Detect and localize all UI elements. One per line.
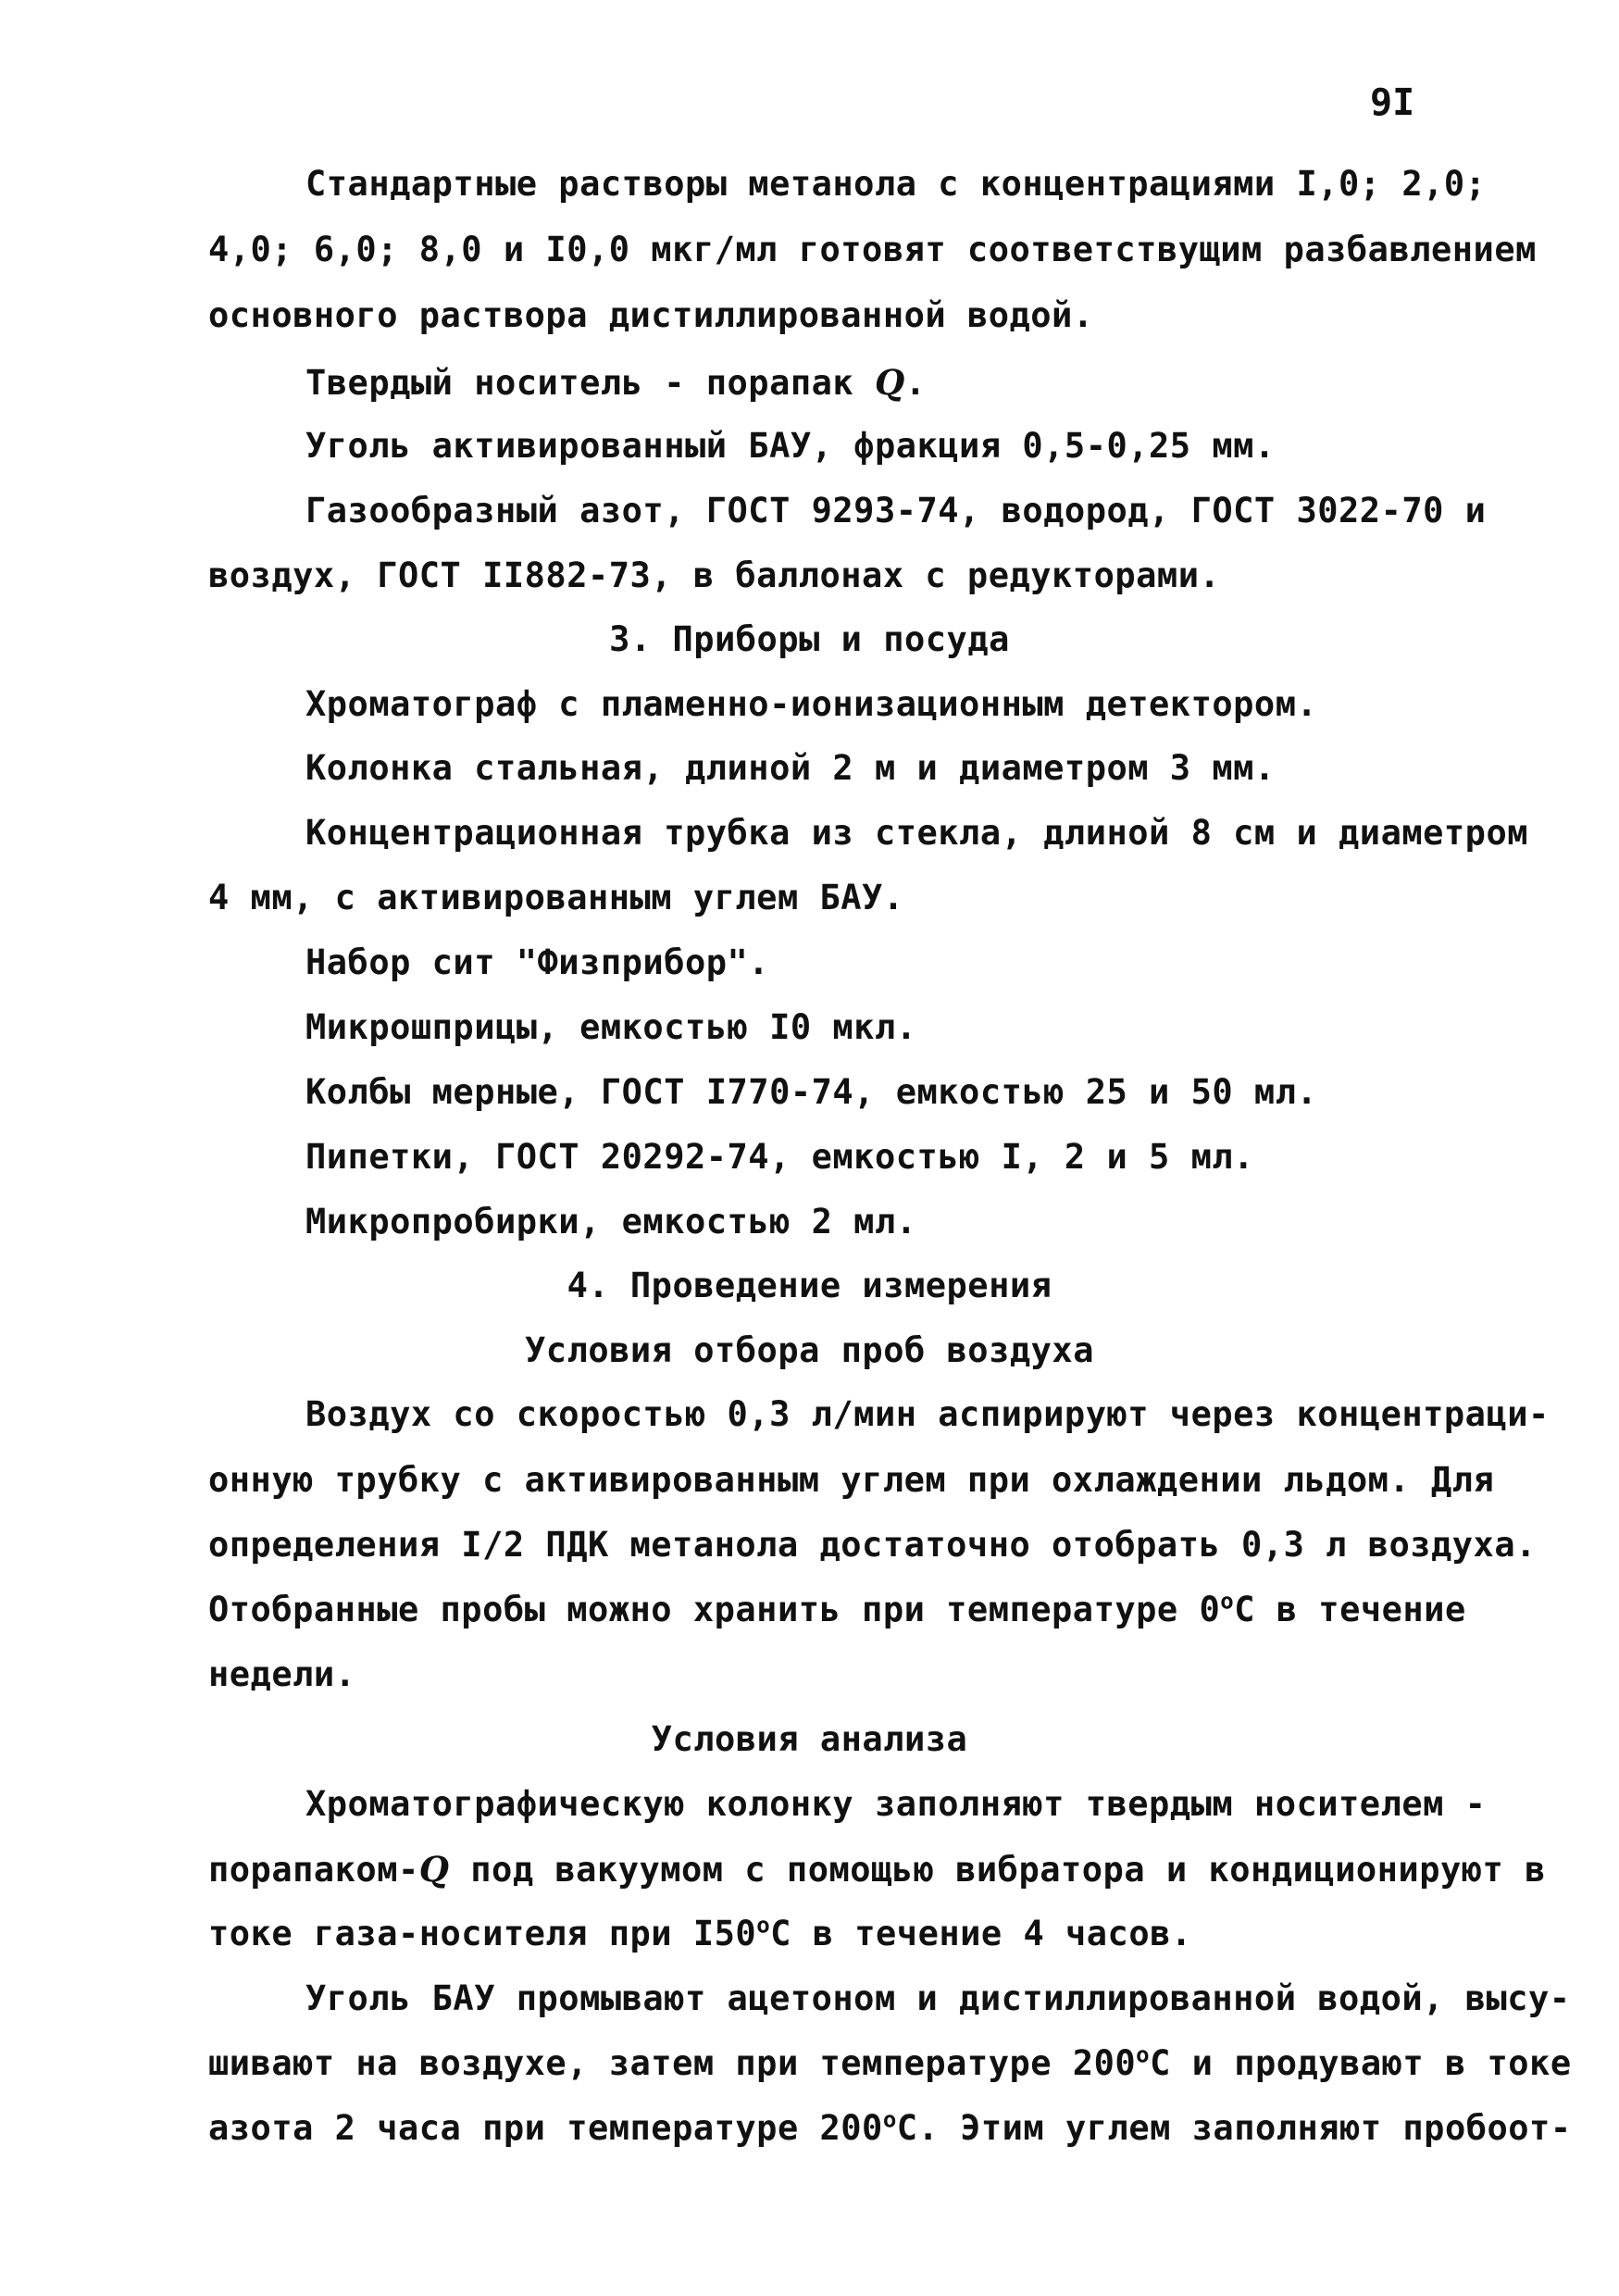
list-item: Колбы мерные, ГОСТ I770-74, емкостью 25 и 50 мл. [305, 1072, 1318, 1112]
paragraph-line [208, 1589, 1466, 1631]
page-number: 9I [1370, 81, 1415, 124]
list-item: Набор сит "Физприбор". [305, 942, 770, 982]
paragraph-line: Хроматографическую колонку заполняют твердым носителем - [305, 1784, 1487, 1824]
text-run: под вакуумом с помощью вибратора и кондиционируют в [449, 1850, 1546, 1890]
list-item: Микрошприцы, емкостью I0 мкл. [305, 1007, 917, 1047]
text-run: С. Этим углем заполняют пробоот- [896, 2108, 1572, 2148]
text-run: Отобранные пробы можно хранить при температуре 0 [208, 1590, 1221, 1629]
paragraph-line: основного раствора дистиллированной водой. [208, 295, 1094, 335]
list-item: Колонка стальная, длиной 2 м и диаметром 3 мм. [305, 748, 1276, 788]
list-item: Микропробирки, емкостью 2 мл. [305, 1202, 917, 1242]
list-item: 4 мм, с активированным углем БАУ. [208, 878, 904, 917]
paragraph-line: Уголь БАУ промывают ацетоном и дистиллированной водой, высу- [305, 1978, 1571, 2018]
text-run: азота 2 часа при температуре 200 [208, 2108, 883, 2148]
text-run: порапаком- [208, 1850, 419, 1890]
list-item: Хроматограф с пламенно-ионизационным детектором. [305, 684, 1318, 724]
paragraph-line [208, 1913, 1192, 1955]
subsection-heading: Условия отбора проб воздуха [525, 1330, 1094, 1370]
paragraph-line: воздух, ГОСТ II882-73, в баллонах с редукторами. [208, 555, 1221, 595]
text-run: С и продувают в токе [1150, 2043, 1572, 2083]
paragraph-line [208, 2107, 1572, 2150]
list-item: Пипетки, ГОСТ 20292-74, емкостью I, 2 и 5 мл. [305, 1137, 1254, 1177]
text-run: Q [874, 362, 905, 403]
paragraph-line: определения I/2 ПДК метанола достаточно отобрать 0,3 л воздуха. [208, 1525, 1537, 1565]
section-heading: 3. Приборы и посуда [609, 619, 1010, 659]
paragraph-line: Воздух со скоростью 0,3 л/мин аспирируют через концентраци- [305, 1394, 1550, 1434]
paragraph-line: недели. [208, 1654, 356, 1694]
text-run: . [904, 363, 927, 403]
paragraph-line: Газообразный азот, ГОСТ 9293-74, водород, ГОСТ 3022-70 и [305, 491, 1487, 530]
text-run: Твердый носитель - порапак [305, 363, 854, 403]
text-run: токе газа-носителя при I50 [208, 1914, 757, 1953]
paragraph-line: 4,0; 6,0; 8,0 и I0,0 мкг/мл готовят соответствущим разбавлением [208, 230, 1537, 269]
paragraph-line: онную трубку с активированным углем при охлаждении льдом. Для [208, 1460, 1495, 1500]
list-item: Концентрационная трубка из стекла, длиной 8 см и диаметром [305, 813, 1529, 853]
paragraph-line [305, 361, 926, 405]
paragraph-line [208, 1848, 1546, 1891]
degree-sign: о [756, 1912, 771, 1939]
text-run: С в течение [1234, 1590, 1466, 1629]
text-run: С в течение 4 часов. [770, 1914, 1192, 1953]
text-run: шивают на воздухе, затем при температуре 200 [208, 2043, 1137, 2083]
paragraph-line: Уголь активированный БАУ, фракция 0,5-0,25 мм. [305, 426, 1276, 466]
degree-sign: о [882, 2106, 897, 2133]
paragraph-line [208, 2042, 1572, 2085]
section-heading: 4. Проведение измерения [567, 1266, 1052, 1305]
paragraph-line: Стандартные растворы метанола с концентрациями I,0; 2,0; [305, 164, 1487, 204]
text-run: Q [418, 1849, 450, 1890]
degree-sign: о [1220, 1588, 1235, 1615]
degree-sign: о [1136, 2041, 1151, 2068]
subsection-heading: Условия анализа [651, 1719, 968, 1759]
